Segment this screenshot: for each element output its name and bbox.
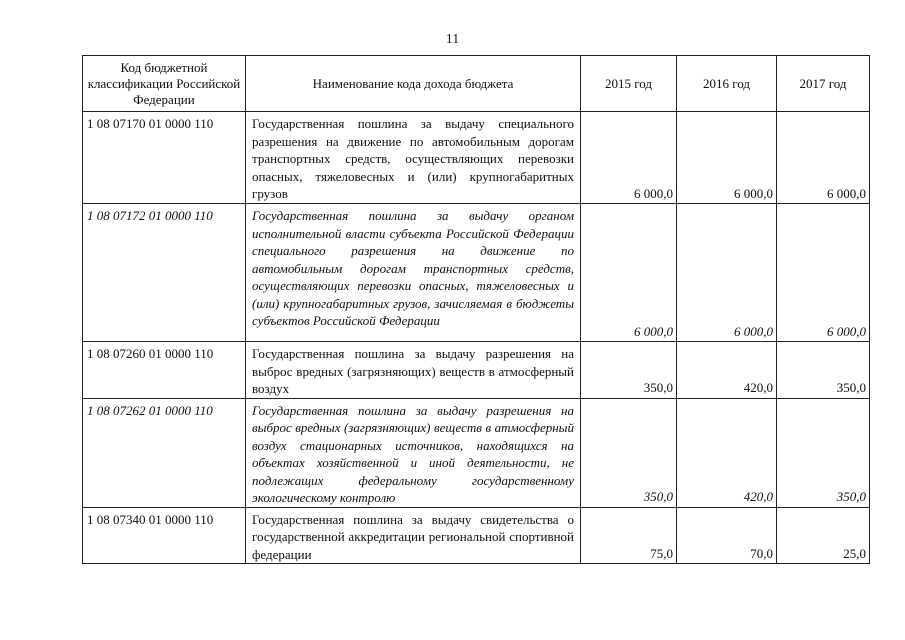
row-value-2015: 350,0 <box>581 342 677 399</box>
row-value-2015: 6 000,0 <box>581 204 677 342</box>
row-name: Государственная пошлина за выдачу специального разрешения на движение по автомобильным дорогам транспортных средств, осуществляющих перевозки опасных, тяжеловесных и (или) крупногабаритных грузов <box>246 112 581 204</box>
row-value-2015: 6 000,0 <box>581 112 677 204</box>
header-year-2016: 2016 год <box>677 56 777 112</box>
row-value-2015: 350,0 <box>581 398 677 507</box>
row-code: 1 08 07172 01 0000 110 <box>83 204 246 342</box>
row-value-2016: 420,0 <box>677 342 777 399</box>
row-value-2017: 350,0 <box>777 342 870 399</box>
header-year-2015: 2015 год <box>581 56 677 112</box>
table-row <box>83 398 870 507</box>
row-value-2017: 350,0 <box>777 398 870 507</box>
table-row <box>83 112 870 204</box>
row-value-2017: 25,0 <box>777 507 870 564</box>
table-header-row <box>83 56 870 112</box>
row-code: 1 08 07260 01 0000 110 <box>83 342 246 399</box>
header-year-2017: 2017 год <box>777 56 870 112</box>
row-value-2017: 6 000,0 <box>777 112 870 204</box>
row-name: Государственная пошлина за выдачу органом исполнительной власти субъекта Российской Федерации специального разрешения на движение по автомобильным дорогам транспортных средств, осуществляющих перевозки опасных, тяжеловесных и (или) крупногабаритных грузов, зачисляемая в бюджеты субъектов Российской Федерации <box>246 204 581 342</box>
table-row <box>83 342 870 399</box>
row-name: Государственная пошлина за выдачу разрешения на выброс вредных (загрязняющих) веществ в атмосферный воздух стационарных источников, находящихся на объектах хозяйственной и иной деятельности, не подлежащих федеральному государственному экологическому контролю <box>246 398 581 507</box>
row-value-2016: 70,0 <box>677 507 777 564</box>
row-value-2017: 6 000,0 <box>777 204 870 342</box>
budget-revenue-table <box>82 55 870 564</box>
row-code: 1 08 07262 01 0000 110 <box>83 398 246 507</box>
row-name: Государственная пошлина за выдачу разрешения на выброс вредных (загрязняющих) веществ в атмосферный воздух <box>246 342 581 399</box>
row-code: 1 08 07340 01 0000 110 <box>83 507 246 564</box>
row-code: 1 08 07170 01 0000 110 <box>83 112 246 204</box>
table-row <box>83 204 870 342</box>
header-code: Код бюджетной классификации Российской Федерации <box>83 56 246 112</box>
row-value-2016: 420,0 <box>677 398 777 507</box>
row-name: Государственная пошлина за выдачу свидетельства о государственной аккредитации региональной спортивной федерации <box>246 507 581 564</box>
row-value-2016: 6 000,0 <box>677 112 777 204</box>
table-row <box>83 507 870 564</box>
header-name: Наименование кода дохода бюджета <box>246 56 581 112</box>
row-value-2015: 75,0 <box>581 507 677 564</box>
row-value-2016: 6 000,0 <box>677 204 777 342</box>
page-number: 11 <box>445 32 460 47</box>
